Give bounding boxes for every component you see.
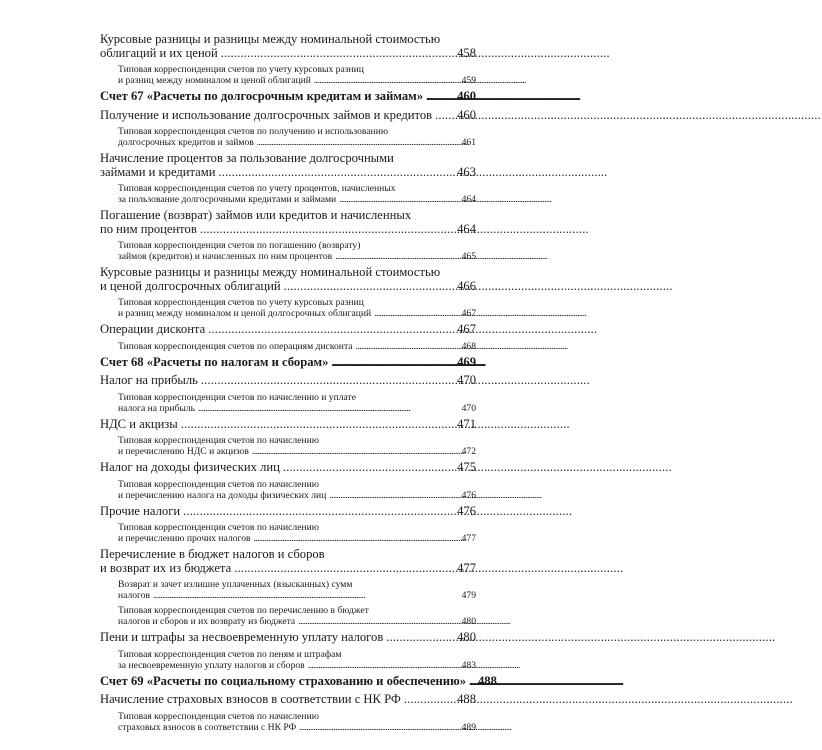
toc-page-number: 480 — [457, 630, 476, 644]
toc-page-number: 477 — [461, 533, 476, 544]
dot-leader — [198, 403, 459, 414]
dot-leader — [386, 631, 454, 645]
toc-entry-text: Типовая корреспонденция счетов по начислению и уплате — [118, 391, 356, 403]
toc-entry-text: Пени и штрафы за несвоевременную уплату налогов — [100, 630, 384, 644]
toc-subentry — [100, 605, 474, 631]
dot-leader — [298, 616, 458, 627]
dot-leader — [404, 693, 454, 707]
toc-section-heading — [100, 90, 474, 109]
toc-entry-text: и перечислению НДС и акцизов — [118, 446, 249, 457]
toc-entry — [100, 374, 474, 392]
dot-leader — [308, 660, 459, 671]
toc-entry-text: Счет 67 «Расчеты по долгосрочным кредитам и займам» — [100, 89, 423, 103]
toc-entry-text: и возврат их из бюджета — [100, 560, 232, 575]
toc-section-heading — [100, 673, 497, 694]
dot-leader — [284, 280, 454, 294]
toc-entry-text: Прочие налоги — [100, 503, 181, 518]
toc-entry — [100, 693, 474, 711]
toc-page-number: 463 — [457, 164, 476, 179]
toc-entry-text: Типовая корреспонденция счетов по пеням и штрафам — [118, 648, 342, 660]
toc-page-number: 471 — [457, 416, 476, 431]
toc-page-number: 470 — [457, 373, 476, 387]
toc-page-number: 483 — [461, 659, 476, 671]
toc-entry-text: Типовая корреспонденция счетов по начислению — [118, 710, 319, 722]
toc-entry-text: Типовая корреспонденция счетов по учету курсовых разниц — [118, 64, 364, 75]
toc-subentry — [100, 183, 474, 209]
toc-entry-text: за пользование долгосрочными кредитами и займами — [118, 194, 337, 205]
toc-entry-text: Типовая корреспонденция счетов по погашению (возврату) — [118, 240, 361, 251]
toc-entry-text: и перечислению прочих налогов — [118, 533, 251, 544]
toc-entry-text: и разниц между номиналом и ценой облигаций — [118, 75, 311, 86]
toc-subentry — [100, 341, 474, 356]
toc-page-number: 489 — [461, 721, 476, 733]
toc-entry-text: Типовая корреспонденция счетов по получению и использованию — [118, 126, 388, 137]
toc-entry — [100, 33, 474, 64]
dot-leader — [208, 323, 454, 337]
toc-entry — [100, 631, 474, 649]
dot-leader — [252, 446, 459, 457]
toc-page-number: 459 — [461, 75, 476, 86]
dot-leader — [314, 75, 459, 86]
dot-leader — [374, 308, 458, 319]
toc-entry-text: и ценой долгосрочных облигаций — [100, 278, 281, 293]
toc-entry-text: за несвоевременную уплату налогов и сборов — [118, 659, 305, 671]
toc-page-number: 468 — [461, 340, 476, 352]
dot-leader — [221, 47, 454, 61]
toc-entry-text: и перечислению налога на доходы физических лиц — [118, 489, 327, 501]
toc-entry-text: Типовая корреспонденция счетов по перечислению в бюджет — [118, 605, 369, 616]
toc-page-number: 475 — [457, 460, 476, 474]
toc-page-number: 488 — [457, 692, 476, 706]
toc-subentry — [100, 579, 474, 605]
toc-page-number: 472 — [461, 446, 476, 457]
toc-page-number: 461 — [461, 137, 476, 148]
toc-page-number: 479 — [461, 590, 476, 601]
toc-entry-text: Счет 69 «Расчеты по социальному страхованию и обеспечению» — [100, 673, 466, 688]
toc-subentry — [100, 435, 474, 461]
dot-leader — [299, 722, 458, 733]
toc-entry-text: займами и кредитами — [100, 164, 216, 179]
toc-entry — [100, 266, 474, 297]
toc-subentry — [100, 522, 474, 548]
toc-subentry — [100, 297, 474, 323]
toc-subentry — [100, 126, 474, 152]
toc-entry-text: Счет 68 «Расчеты по налогам и сборам» — [100, 354, 329, 369]
toc-entry-text: Погашение (возврат) займов или кредитов и начисленных — [100, 208, 412, 222]
toc-entry-text: Перечисление в бюджет налогов и сборов — [100, 547, 325, 561]
toc-entry-text: Типовая корреспонденция счетов по учету процентов, начисленных — [118, 183, 396, 194]
toc-page-number: 464 — [461, 194, 476, 205]
toc-entry-text: Операции дисконта — [100, 322, 206, 336]
toc-subentry — [100, 392, 474, 418]
toc-entry-text: займов (кредитов) и начисленных по ним процентов — [118, 251, 333, 262]
toc-entry — [100, 209, 474, 240]
dot-leader — [331, 356, 454, 370]
dot-leader — [329, 490, 458, 501]
toc-page-number: 480 — [461, 616, 476, 627]
toc-entry-text: налогов — [118, 590, 151, 601]
toc-subentry — [100, 711, 474, 737]
toc-entry-text: Начисление страховых взносов в соответствии с НК РФ — [100, 692, 401, 706]
toc-page-number: 476 — [457, 503, 476, 518]
toc-entry-text: Налог на прибыль — [100, 373, 198, 387]
toc-page-number: 467 — [461, 308, 476, 319]
dot-leader — [335, 251, 458, 262]
toc-page-number: 477 — [457, 560, 476, 575]
toc-entry-text: НДС и акцизы — [100, 416, 178, 431]
toc-page-number: 460 — [457, 89, 476, 103]
dot-leader — [254, 533, 459, 544]
toc-entry-text: Типовая корреспонденция счетов по учету курсовых разниц — [118, 297, 364, 308]
toc-entry-text: Налог на доходы физических лиц — [100, 460, 280, 474]
toc-entry-text: Курсовые разницы и разницы между номинальной стоимостью — [100, 32, 441, 46]
toc-entry-text: налога на прибыль — [118, 402, 195, 414]
toc-entry — [100, 505, 474, 523]
dot-leader — [339, 194, 458, 205]
toc-entry-text: страховых взносов в соответствии с НК РФ — [118, 721, 297, 733]
toc-page-number: 469 — [457, 354, 476, 369]
dot-leader — [234, 562, 454, 576]
dot-leader — [283, 461, 454, 475]
toc-entry-text: Типовая корреспонденция счетов по операциям дисконта — [118, 340, 353, 352]
toc-entry — [100, 418, 474, 436]
dot-leader — [200, 223, 454, 237]
dot-leader — [218, 166, 454, 180]
toc-entry-text: Типовая корреспонденция счетов по начислению — [118, 522, 319, 533]
toc-entry-text: Получение и использование долгосрочных займов и кредитов — [100, 107, 433, 122]
toc-entry-text: долгосрочных кредитов и займов — [118, 137, 254, 148]
dot-leader — [201, 374, 454, 388]
toc-page-number: 466 — [457, 278, 476, 293]
toc-entry-text: Возврат и зачет излишне уплаченных (взысканных) сумм — [118, 579, 353, 590]
toc-page-number: 476 — [461, 489, 476, 501]
toc-page-number: 458 — [457, 45, 476, 60]
toc-entry-text: Курсовые разницы и разницы между номинальной стоимостью — [100, 265, 441, 279]
toc-entry — [100, 152, 474, 183]
dot-leader — [257, 137, 459, 148]
toc-subentry — [100, 479, 474, 505]
dot-leader — [469, 675, 475, 689]
toc-page-number: 460 — [457, 107, 476, 122]
toc-entry — [100, 323, 474, 341]
dot-leader — [435, 109, 454, 123]
dot-leader — [153, 590, 459, 601]
toc-subentry — [100, 240, 474, 266]
toc-subentry — [100, 64, 474, 90]
toc-entry — [100, 109, 474, 127]
table-of-contents — [100, 32, 497, 737]
dot-leader — [183, 505, 454, 519]
toc-entry-text: облигаций и их ценой — [100, 45, 218, 60]
toc-page-number: 470 — [461, 402, 476, 414]
toc-entry — [100, 461, 474, 479]
toc-entry-text: Типовая корреспонденция счетов по начислению — [118, 435, 319, 446]
toc-entry — [100, 548, 474, 579]
dot-leader — [181, 418, 454, 432]
dot-leader — [356, 341, 459, 352]
toc-section-heading — [100, 356, 474, 375]
toc-entry-text: Начисление процентов за пользование долгосрочными — [100, 151, 394, 165]
toc-entry-text: и разниц между номиналом и ценой долгосрочных облигаций — [118, 308, 372, 319]
dot-leader — [426, 90, 454, 104]
toc-subentry — [100, 649, 474, 675]
toc-page-number: 488 — [478, 673, 497, 688]
toc-entry-text: налогов и сборов и их возврату из бюджета — [118, 616, 296, 627]
toc-page-number: 467 — [457, 322, 476, 336]
toc-page-number: 465 — [461, 251, 476, 262]
toc-entry-text: по ним процентов — [100, 221, 197, 236]
toc-page-number: 464 — [457, 221, 476, 236]
toc-entry-text: Типовая корреспонденция счетов по начислению — [118, 478, 319, 490]
